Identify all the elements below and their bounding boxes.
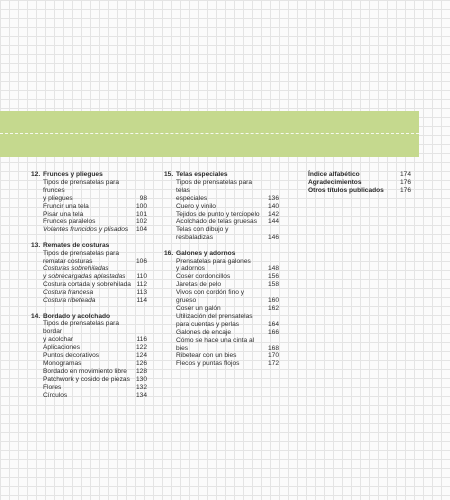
entry-title	[43, 360, 132, 368]
toc-entry	[164, 352, 279, 360]
chapter-title: Galones y adornos	[176, 249, 236, 257]
entry-title-line: rematar costuras	[43, 257, 93, 265]
chapter-title: Bordado y acolchado	[43, 312, 111, 320]
toc-entry	[164, 360, 279, 368]
entry-title-line: Tejidos de punto y terciopelo	[176, 210, 260, 218]
entry-title-line: y sobrecargadas aplastadas	[43, 273, 126, 281]
entry-title	[43, 179, 136, 203]
entry-title-line: Telas con dibujo y resbaladizas	[176, 226, 229, 242]
toc-entry	[31, 179, 147, 203]
entry-title	[43, 320, 132, 344]
toc-entry	[31, 226, 147, 234]
toc-entry	[164, 258, 279, 274]
chapter-number: 16.	[164, 249, 174, 257]
page-number: 158	[267, 281, 279, 289]
page-number: 128	[135, 367, 147, 375]
entry-title	[176, 352, 264, 360]
page-number: 126	[135, 359, 147, 367]
entry-title	[176, 305, 264, 313]
toc-entry	[31, 203, 147, 211]
toc-entry	[31, 289, 147, 297]
page-number: 106	[135, 257, 147, 265]
toc-entry	[31, 376, 147, 384]
back-matter-entry	[308, 171, 411, 179]
page-number: 170	[267, 352, 279, 360]
page-number: 113	[136, 289, 147, 297]
chapter-section	[31, 242, 147, 305]
back-matter-title: Otros títulos publicados	[308, 186, 384, 194]
toc-entry	[31, 250, 147, 266]
chapter-section	[164, 250, 279, 369]
entry-title-line: Costura cortada y sobrehilada	[43, 281, 131, 289]
toc-entry	[164, 273, 279, 281]
entry-title-line: Flecos y puntas flojos	[176, 360, 240, 368]
toc-entry	[164, 179, 279, 203]
entry-title	[176, 218, 264, 226]
toc-entry	[164, 305, 279, 313]
page-number: 130	[135, 375, 147, 383]
entry-title-line: Costura francesa	[43, 289, 94, 297]
entry-title-line: Costuras sobrehiladas	[43, 265, 109, 273]
entry-title-line: Costura ribeteada	[43, 297, 96, 305]
entry-title	[43, 203, 132, 211]
chapter-heading	[31, 313, 147, 321]
entry-title	[176, 203, 264, 211]
entry-title-line: Ribetear con un bies	[176, 352, 237, 360]
chapter-number: 15.	[164, 171, 174, 178]
page-number: 146	[267, 234, 279, 242]
entry-title-line: Flores	[43, 383, 62, 391]
entry-title	[43, 218, 132, 226]
page-number: 140	[267, 202, 279, 210]
toc-entry	[164, 289, 279, 305]
toc-entry	[31, 368, 147, 376]
entry-title-line: Vivos con cordón fino y grueso	[176, 289, 245, 305]
page-number: 176	[399, 178, 411, 186]
entry-title	[176, 337, 264, 353]
page-number: 156	[267, 273, 279, 281]
entry-title	[43, 211, 132, 219]
entry-title-line: y adornos	[176, 265, 205, 273]
toc-entry	[31, 360, 147, 368]
chapter-title: Remates de costuras	[43, 241, 110, 249]
page-number: 110	[136, 273, 147, 281]
entry-title-line: Monogramas	[43, 359, 82, 367]
entry-title	[43, 226, 132, 234]
entry-title-line: Cuero y vinilo	[176, 202, 216, 210]
entry-title-line: Acolchado de telas gruesas	[176, 218, 258, 226]
page-number: 112	[136, 281, 147, 289]
entry-title-line: Tipos de prensatelas para bordar	[43, 320, 119, 336]
chapter-number: 14.	[31, 312, 41, 320]
entry-title-line: Puntos decorativos	[43, 352, 100, 360]
toc-column-1	[31, 171, 147, 407]
toc-entry	[164, 281, 279, 289]
page-number: 122	[135, 344, 147, 352]
entry-title-line: y pliegues	[43, 194, 73, 202]
entry-title-line: Tipos de prensatelas para	[43, 249, 119, 257]
chapter-section	[31, 171, 147, 234]
toc-entry	[31, 211, 147, 219]
entry-title-line: Frunces paralelos	[43, 218, 96, 226]
toc-entry	[164, 337, 279, 353]
chapter-section	[164, 171, 279, 242]
chapter-section	[31, 313, 147, 400]
page-number: 162	[267, 305, 279, 312]
toc-entry	[31, 352, 147, 360]
entry-title-line: Utilización del prensatelas	[176, 312, 253, 320]
page-number: 176	[399, 186, 411, 194]
toc-entry	[31, 281, 147, 289]
page-number: 98	[139, 194, 147, 202]
toc-entry	[164, 226, 279, 242]
entry-title-line: y acolchar	[43, 336, 74, 344]
entry-title	[43, 368, 132, 376]
chapter-heading	[31, 171, 147, 179]
page-number: 132	[135, 383, 147, 391]
entry-title	[176, 258, 264, 274]
entry-title-line: Galones de encaje	[176, 328, 231, 336]
entry-title	[43, 250, 132, 266]
header-band	[0, 111, 419, 157]
entry-title	[176, 360, 264, 368]
entry-title	[176, 329, 264, 337]
entry-title-line: Bordado en movimiento libre	[43, 367, 127, 375]
entry-title-line: para cuentas y perlas	[176, 320, 240, 328]
entry-title	[43, 281, 132, 289]
toc-entry	[164, 211, 279, 219]
entry-title	[176, 281, 264, 289]
entry-title-line: Tipos de prensatelas para frunces	[43, 178, 119, 194]
page-number: 174	[399, 171, 411, 178]
page-number: 114	[136, 297, 147, 305]
chapter-number: 12.	[31, 171, 41, 178]
entry-title-line: Fruncir una tela	[43, 202, 89, 210]
band-stitch-line	[0, 133, 419, 134]
entry-title-line: Volantes fruncidos y plisados	[43, 226, 129, 234]
chapter-title: Telas especiales	[176, 171, 228, 178]
entry-title-line: especiales	[176, 194, 208, 202]
entry-title	[43, 344, 132, 352]
chapter-title: Frunces y pliegues	[43, 171, 103, 178]
page-number: 148	[267, 265, 279, 273]
entry-title-line: Cómo se hace una cinta al bies	[176, 336, 255, 352]
back-matter-entry	[308, 187, 411, 195]
entry-title-line: Tipos de prensatelas para telas	[176, 178, 252, 194]
toc-entry	[164, 203, 279, 211]
page-number: 160	[267, 297, 279, 305]
chapter-heading	[31, 242, 147, 250]
entry-title-line: Coser un galón	[176, 305, 221, 312]
back-matter-title: Agradecimientos	[308, 178, 362, 186]
entry-title-line: Aplicaciones	[43, 344, 81, 352]
entry-title	[176, 289, 264, 305]
back-matter-entry	[308, 179, 411, 187]
entry-title	[43, 297, 132, 305]
page-number: 164	[267, 320, 279, 328]
page-number: 124	[135, 352, 147, 360]
toc-entry	[164, 313, 279, 329]
toc-column-2	[164, 171, 279, 376]
chapter-heading	[164, 250, 279, 258]
entry-title-line: Coser cordoncillos	[176, 273, 231, 281]
toc-entry	[31, 392, 147, 400]
page-number: 116	[136, 336, 147, 344]
toc-entry	[164, 329, 279, 337]
page-number: 104	[135, 226, 147, 234]
page-number: 142	[267, 210, 279, 218]
entry-title-line: Pisar una tela	[43, 210, 84, 218]
entry-title-line: Círculos	[43, 391, 68, 399]
toc-entry	[31, 265, 147, 281]
entry-title-line: Prensatelas para galones	[176, 257, 251, 265]
toc-entry	[164, 218, 279, 226]
entry-title	[43, 265, 132, 281]
entry-title	[176, 226, 264, 242]
page-number: 102	[135, 218, 147, 226]
entry-title	[43, 289, 132, 297]
page-number: 168	[267, 344, 279, 352]
entry-title	[176, 313, 264, 329]
page-number: 100	[135, 202, 147, 210]
page-number: 134	[135, 391, 147, 399]
chapter-number: 13.	[31, 241, 41, 249]
toc-entry	[31, 218, 147, 226]
back-matter-title: Índice alfabético	[308, 171, 360, 178]
page-number: 136	[267, 194, 279, 202]
entry-title	[43, 352, 132, 360]
page-number: 172	[267, 360, 279, 368]
entry-title-line: Jaretas de pelo	[176, 281, 222, 289]
toc-entry	[31, 320, 147, 344]
entry-title	[43, 384, 132, 392]
chapter-heading	[164, 171, 279, 179]
toc-column-extras	[308, 171, 411, 195]
page-number: 166	[267, 328, 279, 336]
entry-title	[43, 392, 132, 400]
entry-title	[176, 179, 264, 203]
toc-entry	[31, 344, 147, 352]
entry-title	[43, 376, 132, 384]
toc-entry	[31, 297, 147, 305]
page-number: 101	[135, 210, 147, 218]
toc-entry	[31, 384, 147, 392]
page-number: 144	[267, 218, 279, 226]
entry-title	[176, 211, 264, 219]
entry-title	[176, 273, 264, 281]
entry-title-line: Patchwork y cosido de piezas	[43, 375, 130, 383]
